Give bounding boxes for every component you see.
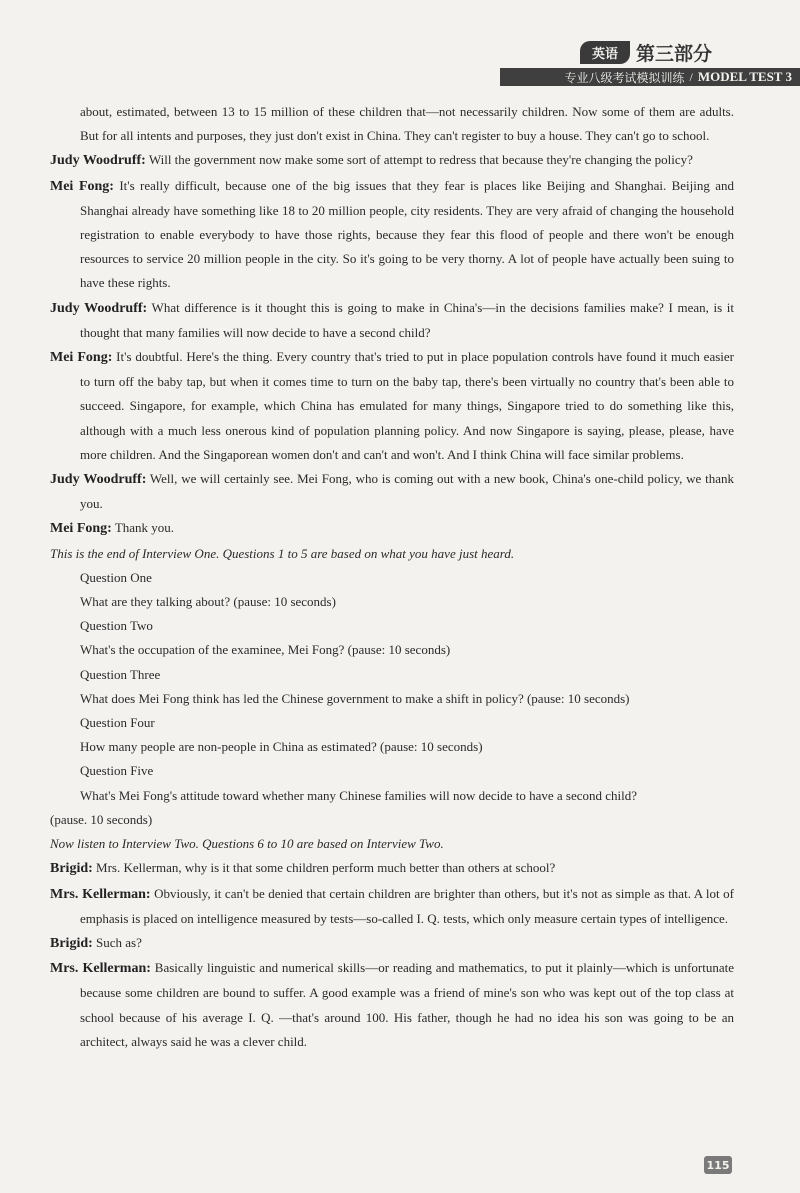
speaker-text: Such as? [92,934,142,950]
paragraph-continuation: about, estimated, between 13 to 15 million of these children that—not necessarily children. Now some of them are adults. But for all intents and purposes, they just don't exist in China. They can't register to buy a house. They can't go to school. [80,104,734,144]
speaker-name: Mei Fong: [50,521,112,537]
question-text: What does Mei Fong think has led the Chinese government to make a shift in policy? (pause: 10 seconds) [80,690,630,706]
speaker-text: Thank you. [111,520,175,536]
speaker-turn [50,931,734,956]
page-header [500,38,800,86]
speaker-text: Basically linguistic and numerical skills—or reading and mathematics, to put it plainly—which is unfortunate because some children are bound to suffer. A good example was a friend of mine's son who was kept out of the top class at school because of his average I. Q. —that's around 100. His father, though he had no idea his son was going to be an architect, always said he was a clever child. [80,960,735,1049]
question-label: Question Two [80,618,153,634]
speaker-name: Judy Woodruff: [50,472,147,488]
page-number: 115 [704,1156,732,1174]
speaker-text: Well, we will certainly see. Mei Fong, who is coming out with a new book, China's one-child policy, we thank you. [80,471,734,512]
speaker-text: Mrs. Kellerman, why is it that some children perform much better than others at school? [92,860,556,876]
header-separator: / [689,69,693,84]
speaker-text: Will the government now make some sort of attempt to redress that because they're changing the policy? [145,152,693,168]
speaker-name: Brigid: [50,861,93,877]
speaker-turn [50,882,734,931]
question-label: Question One [80,569,152,585]
speaker-name: Brigid: [50,935,93,951]
question-label: Question Five [80,763,154,779]
speaker-turn [50,467,734,516]
speaker-name: Mrs. Kellerman: [50,886,151,902]
instruction-interview-two: Now listen to Interview Two. Questions 6 to 10 are based on Interview Two. [50,836,444,852]
header-band [500,68,800,86]
instruction-interview-one: This is the end of Interview One. Questions 1 to 5 are based on what you have just heard. [50,545,515,561]
speaker-turn [50,856,734,881]
speaker-text: It's doubtful. Here's the thing. Every country that's tried to put in place population controls have found it much easier to turn off the baby tap, but when it comes time to turn on the baby tap, there's been virtually no country that's been able to succeed. Singapore, for example, which China has emulated for many things, Singapore tried to do something like this, although with a much less onerous kind of population planning policy. And now Singapore is saying, please, please, have more children. And the Singaporean women don't and can't and won't. And I think China will face similar problems. [80,349,734,462]
question-text: How many people are non-people in China as estimated? (pause: 10 seconds) [80,739,483,755]
speaker-turn [50,516,734,541]
speaker-name: Mei Fong: [50,178,114,194]
header-top [500,38,800,66]
part-title: 第三部分 [635,42,712,65]
test-title: MODEL TEST 3 [697,69,792,84]
speaker-name: Mei Fong: [50,350,113,366]
speaker-name: Judy Woodruff: [50,153,146,169]
transcript [50,100,734,1054]
speaker-turn [50,148,734,173]
question-text: What are they talking about? (pause: 10 seconds) [80,594,336,610]
speaker-turn [50,345,734,467]
speaker-turn [50,956,734,1054]
question-text: What's the occupation of the examinee, Mei Fong? (pause: 10 seconds) [80,642,451,658]
speaker-text: What difference is it thought this is going to make in China's—in the decisions families make? I mean, is it thought that many families will now decide to have a second child? [80,299,734,340]
speaker-name: Judy Woodruff: [50,300,148,316]
speaker-turn [50,174,734,296]
question-label: Question Three [80,666,161,682]
series-title: 专业八级考试模拟训练 [564,70,685,85]
speaker-name: Mrs. Kellerman: [50,961,151,977]
question-text: What's Mei Fong's attitude toward whether many Chinese families will now decide to have a second child? [80,787,638,803]
speaker-turn [50,296,734,345]
question-pause: (pause. 10 seconds) [50,811,153,827]
speaker-text: Obviously, it can't be denied that certain children are brighter than others, but it's not as simple as that. A lot of emphasis is placed on intelligence measured by tests—so-called I. Q. tests, which only measure certain types of intelligence. [80,885,735,926]
question-label: Question Four [80,715,155,731]
speaker-text: It's really difficult, because one of the big issues that they fear is places like Beijing and Shanghai. Beijing and Shanghai already have something like 18 to 20 million people, city residents. They are very afraid of changing the household registration to enable everybody to have those rights, because they fear this flood of people and there won't be enough resources to service 20 million people in the city. So it's going to be very thorny. A lot of people have actually been suing to have these rights. [80,177,734,291]
subject-badge: 英语 [580,41,630,64]
